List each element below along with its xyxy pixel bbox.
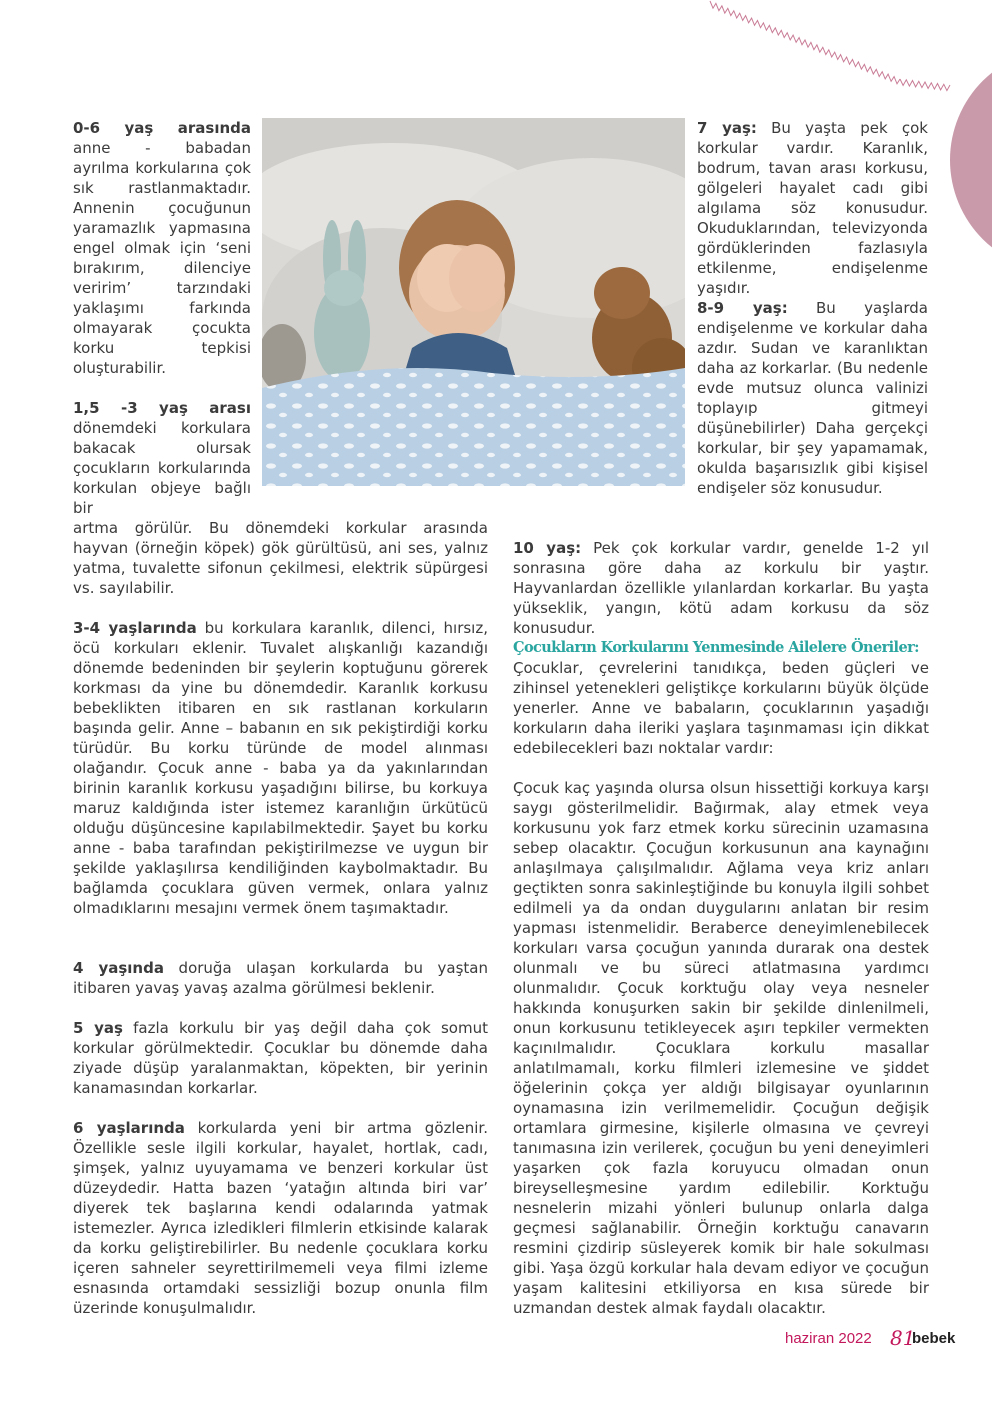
page-number: 81 (890, 1326, 916, 1350)
paragraph-age-1-3-continued (73, 518, 488, 598)
lead-age-5: 5 yaş (73, 1019, 123, 1037)
lead-age-10: 10 yaş: (513, 539, 582, 557)
text-age-3-4: bu korkulara karanlık, dilenci, hırsız, öcü korkuları eklenir. Tuvalet alışkanlığı kazandığı dönemde bedeninden bir şeylerin koptuğunu görerek korkması da yine bu dönemdedir. Karanlık korkusu bebeklikten itibaren en sık rastlanan korkuların başında gelir. Anne – babanın en sık pekiştirdiği korku türüdür. Bu korku türünde de model alınması olağandır. Çocuk anne - baba ya da yakınlarından birinin karanlık korkusu yaşadığını bilirse, bu korkuya maruz kaldığında ister istemez karanlığın ürkütücü olduğu düşüncesine kapılabilmektedir. Şayet bu korku anne - baba tarafından pekiştirilmezse ve uygun bir şekilde yaklaşılırsa kendiliğinden kaybolmaktadır. Bu bağlamda çocuklara güven vermek, onlara yalnız olmadıklarını mesajını vermek önem taşımaktadır. (73, 619, 488, 917)
lead-age-1-3: 1,5 -3 yaş arası (73, 399, 251, 417)
lead-age-4: 4 yaşında (73, 959, 164, 977)
lead-age-7: 7 yaş: (697, 119, 757, 137)
text-age-5: fazla korkulu bir yaş değil daha çok somut korkular görülmektedir. Çocuklar bu dönemde daha ziyade düşüp yaralanmaktan, köpekten, bir yerinin kanamasından korkarlar. (73, 1019, 488, 1097)
lead-age-6: 6 yaşlarında (73, 1119, 185, 1137)
text-advice-body: Çocuk kaç yaşında olursa olsun hissettiği korkuya karşı saygı gösterilmelidir. Bağırmak, alay etmek veya korkusunu yok farz etmek korku sürecinin uzamasına sebep olacaktır. Çocuğun korkusunun ana kaynağını anlaşılmaya çalışılmalıdır. Ağlama veya kriz anları geçtikten sonra sakinleştiğinde bu konuyla ilgili sohbet edilmeli ya da ondan duygularını anlatan bir resim yapması istenmelidir. Beraberce deneyimlenebilecek korkuları varsa çocuğun yanında durarak ona destek olunmalı ve bu süreci atlatmasına yardımcı olunmalıdır. Çocuk korktuğu olay veya nesneler hakkında konuşurken sakin bir şekilde dinlenilmeli, onun korkusunu tetikleyecek aşırı tepkiler vermekten kaçınılmalıdır. Çocuklara korkulu masallar anlatılmamalı, korku filmleri izlemesine ve şiddet öğelerinin çokça yer aldığı bilgisayar oyunlarının oynamasına izin verilmemelidir. Çocuğun değişik ortamlara girmesine, kişilerle olmasına ve çevreyi tanımasına izin verilerek, çocuğun bu yeni deneyimleri yaşarken çok fazla koruyucu olmadan onun bireyselleşmesine yardım edilebilir. Korktuğu nesnelerin mizahi yönleri bulunup onlarla dalga geçmesi sağlanabilir. Örneğin korktuğu canavarın resmini çizdirip süsleyerek komik bir hale sokulması gibi. Yaşa özgü korkular hala devam ediyor ve çocuğun yaşam kalitesini etkiliyorsa en kısa sürede bir uzmandan destek almak faydalı olacaktır. (513, 779, 929, 1317)
paragraph-age-1-3 (73, 398, 251, 518)
text-age-7: Bu yaşta pek çok korkular vardır. Karanlık, bodrum, tavan arası korkusu, gölgeleri hayalet cadı gibi algılama söz konusudur. Okuduklarından, televizyonda gördüklerinden fazlasıyla etkilenme, endişelenme yaşıdır. (697, 119, 928, 297)
text-advice-intro: Çocuklar, çevrelerini tanıdıkça, beden güçleri ve zihinsel yetenekleri geliştikçe korkularını büyük ölçüde yenerler. Anne ve babaların, çocuklarının yaşadığı korkuların daha ileriki yaşlara taşınmaması için dikkat edebilecekleri bazı noktalar vardır: (513, 659, 929, 757)
lead-age-3-4: 3-4 yaşlarında (73, 619, 197, 637)
paragraph-age-4 (73, 958, 488, 998)
text-age-0-6: anne - babadan ayrılma korkularına çok sık rastlanmaktadır. Annenin çocuğunun yaramazlık yapmasına engel olmak için ‘seni bırakırım, dilenciye veririm’ tarzındaki yaklaşımı farkında olmayarak çocukta korku tepkisi oluşturabilir. (73, 139, 251, 377)
paragraph-age-5 (73, 1018, 488, 1098)
zigzag-stitch (900, 79, 950, 91)
paragraph-age-6 (73, 1118, 488, 1318)
paragraph-age-8-9 (697, 298, 928, 498)
paragraph-age-3-4 (73, 618, 488, 918)
lead-age-8-9: 8-9 yaş: (697, 299, 788, 317)
child-in-bed-photo (262, 118, 685, 486)
issue-date: haziran 2022 (785, 1330, 872, 1347)
paragraph-age-7 (697, 118, 928, 298)
text-age-6: korkularda yeni bir artma gözlenir. Özellikle sesle ilgili korkular, hayalet, hortlak, cadı, şimşek, yalnız uyuyamama ve benzeri korkular üst düzeydedir. Hatta bazen ‘yatağın altında biri var’ diyerek tek başlarına kendi odalarında yatmak istemezler. Ayrıca izledikleri filmlerin etkisinde kalarak da korku geliştirebilirler. Bu nedenle çocuklara korku içeren sahneler seyrettirilmemeli veya filmi izleme esnasında ortamdaki sessizliği bozup onunla film üzerinde konuşulmalıdır. (73, 1119, 488, 1317)
paragraph-age-0-6 (73, 118, 251, 378)
paragraph-advice-body (513, 778, 929, 1318)
page-footer (770, 1328, 970, 1352)
text-age-1-3-continued: artma görülür. Bu dönemdeki korkular arasında hayvan (örneğin köpek) gök gürültüsü, ani ses, yalnız yatma, tuvalette sifonun çekilmesi, elektrik süpürgesi vs. sayılabilir. (73, 519, 488, 597)
paragraph-age-10 (513, 538, 929, 638)
paragraph-advice-intro (513, 658, 929, 758)
lead-age-0-6: 0-6 yaş arasında (73, 119, 251, 137)
text-age-8-9: Bu yaşlarda endişelenme ve korkular daha azdır. Sudan ve karanlıktan daha az korkarlar. (Bu nedenle evde mutsuz olunca valinizi toplayıp gitmeyi düşünebilirler) Daha gerçekçi korkular, bir şey yapamamak, okulda başarısızlık gibi kişisel endişeler söz konusudur. (697, 299, 928, 497)
zigzag-stitch (710, 1, 900, 84)
magazine-brand: bebek (912, 1330, 956, 1347)
text-age-10: Pek çok korkular vardır, genelde 1-2 yıl sonrasına göre daha az korkulu bir yaştır. Hayvanlardan özellikle yılanlardan korkarlar. Bu yaşta yükseklik, yangın, kötü adam korkusu da söz konusudur. (513, 539, 929, 637)
pink-circle-shape (950, 48, 992, 270)
text-age-1-3: dönemdeki korkulara bakacak olursak çocukların korkularında korkulan objeye bağlı bir (73, 419, 251, 517)
advice-heading: Çocukların Korkularını Yenmesinde Ailelere Öneriler: (513, 639, 919, 656)
text-age-4: doruğa ulaşan korkularda bu yaştan itibaren yavaş yavaş azalma görülmesi beklenir. (73, 959, 488, 997)
